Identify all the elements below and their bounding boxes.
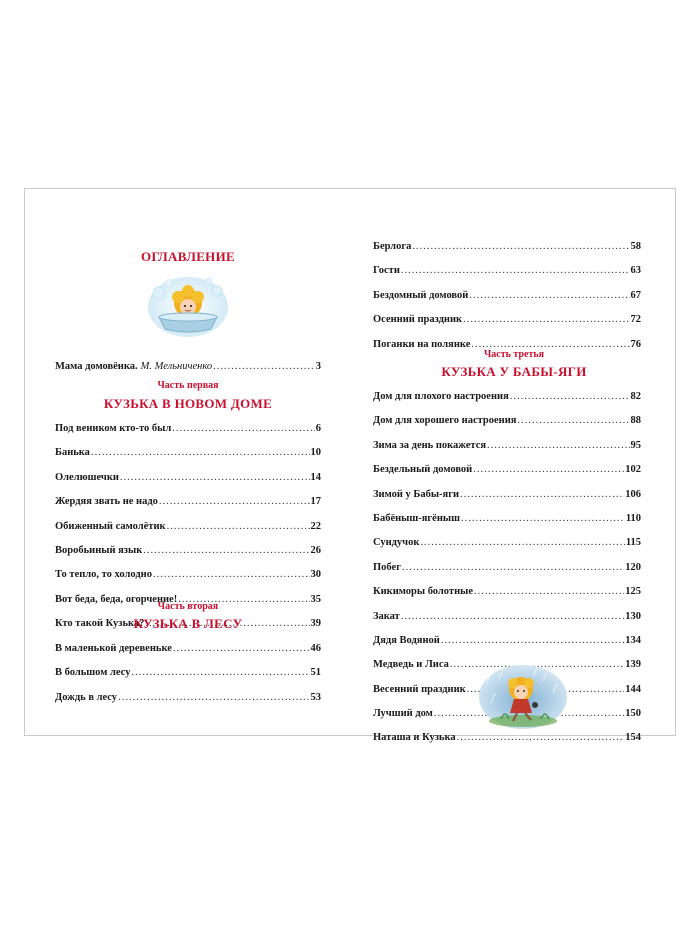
- part-two-label: Часть вторая: [157, 601, 219, 612]
- toc-entry-title: Берлога: [373, 241, 412, 252]
- toc-entry-title: Обиженный самолётик: [55, 520, 166, 532]
- toc-entry-title: Лучший дом: [373, 708, 433, 720]
- toc-entry-title: Дядя Водяной: [373, 634, 440, 646]
- toc-entry-page: 125: [625, 586, 641, 598]
- toc-entry-title: Дом для хорошего настроения: [373, 415, 517, 427]
- toc-entry-page: 14: [310, 471, 321, 483]
- toc-entry-page: 130: [625, 610, 641, 622]
- toc-entry: [373, 409, 641, 433]
- toc-leader-dots: [474, 580, 624, 604]
- toc-leader-dots: [469, 284, 629, 308]
- toc-entry-page: 17: [310, 496, 321, 508]
- toc-leader-dots: [159, 490, 310, 514]
- toc-entry-title: Медведь и Лиса: [373, 659, 449, 671]
- toc-leader-dots: [517, 409, 629, 433]
- toc-leader-dots: [487, 434, 629, 458]
- toc-entry: [55, 539, 321, 563]
- toc-entry-page: 120: [625, 561, 641, 573]
- toc-entry: [373, 531, 641, 555]
- toc-entry-page: 106: [625, 488, 641, 500]
- part-three-label: Часть третья: [483, 349, 545, 360]
- toc-entry-page: 26: [310, 544, 321, 556]
- toc-entry-title: Сундучок: [373, 537, 420, 549]
- toc-entry-title: Поганки на полянке: [373, 338, 471, 350]
- toc-entry-page: 102: [625, 464, 641, 476]
- part-three-title: КУЗЬКА У БАБЫ-ЯГИ: [441, 364, 587, 379]
- toc-leader-dots: [143, 539, 309, 563]
- part-two-list: [55, 637, 321, 710]
- toc-entry-title: Зимой у Бабы-яги: [373, 488, 460, 500]
- toc-entry-page: 10: [310, 447, 321, 459]
- toc-leader-dots: [461, 507, 625, 531]
- toc-leader-dots: [172, 417, 314, 441]
- toc-entry: [373, 605, 641, 629]
- toc-entry-title: Бездельный домовой: [373, 464, 473, 476]
- toc-entry-page: 35: [310, 593, 321, 605]
- toc-leader-dots: [118, 686, 309, 710]
- toc-entry: [55, 515, 321, 539]
- kuzka-in-washtub-icon: [145, 273, 231, 339]
- toc-entry-page: 150: [625, 708, 641, 720]
- toc-entry-title: Зима за день покажется: [373, 439, 487, 451]
- toc-entry-title: Кикиморы болотные: [373, 586, 473, 598]
- toc-entry-title: Закат: [373, 610, 400, 622]
- toc-entry: [55, 466, 321, 490]
- toc-entry-title: Вот беда, беда, огорчение!: [55, 593, 178, 605]
- toc-entry-title: В большом лесу: [55, 667, 131, 679]
- toc-entry-title: Наташа и Кузька: [373, 732, 456, 744]
- toc-entry: [373, 235, 641, 259]
- toc-entry-title: Жердяя звать не надо: [55, 496, 158, 508]
- toc-entry: [55, 661, 321, 685]
- toc-entry: [373, 259, 641, 283]
- toc-entry-page: 22: [310, 520, 321, 532]
- toc-entry: [373, 308, 641, 332]
- toc-entry: [55, 441, 321, 465]
- toc-leader-dots: [402, 556, 624, 580]
- toc-entry-title: Дождь в лесу: [55, 691, 118, 703]
- toc-entry-page: 82: [630, 391, 641, 402]
- toc-entry: [55, 563, 321, 587]
- toc-entry-title: Осенний праздник: [373, 314, 463, 326]
- toc-leader-dots: [420, 531, 624, 555]
- part-two-title: КУЗЬКА В ЛЕСУ: [133, 616, 243, 631]
- toc-entry-title: Мама домовёнка.: [55, 361, 138, 372]
- toc-entry-title: Воробьиный язык: [55, 544, 143, 556]
- toc-entry: [373, 580, 641, 604]
- toc-entry-intro: [55, 355, 321, 379]
- toc-entry-author: М. Мельниченко: [140, 361, 213, 372]
- toc-entry: [373, 434, 641, 458]
- toc-entry-page: 154: [625, 732, 641, 744]
- toc-leader-dots: [463, 308, 629, 332]
- toc-entry: [373, 629, 641, 653]
- toc-entry-title: Дом для плохого настроения: [373, 391, 509, 402]
- toc-entry-title: Побег: [373, 561, 401, 573]
- part-one-label: Часть первая: [157, 380, 219, 391]
- toc-entry-page: 139: [625, 659, 641, 671]
- toc-leader-dots: [173, 637, 310, 661]
- toc-leader-dots: [120, 466, 310, 490]
- toc-leader-dots: [412, 235, 629, 259]
- kuzka-in-rain-icon: [477, 663, 569, 731]
- toc-entry-page: 3: [315, 361, 321, 372]
- toc-entry-page: 110: [625, 512, 641, 524]
- contents-heading: ОГЛАВЛЕНИЕ: [141, 249, 235, 264]
- left-page: [25, 189, 351, 735]
- toc-entry-title: Кто такой Кузька?: [55, 618, 145, 630]
- toc-entry-title: Весенний праздник: [373, 683, 466, 695]
- part-two-continued-list: [373, 235, 641, 357]
- toc-entry-title: Под веником кто-то был: [55, 423, 172, 434]
- toc-entry-page: 46: [310, 643, 321, 654]
- toc-leader-dots: [401, 259, 630, 283]
- toc-entry: [55, 490, 321, 514]
- toc-entry-page: 30: [310, 569, 321, 581]
- toc-entry-page: 115: [625, 537, 641, 549]
- toc-entry-title: Банька: [55, 447, 90, 459]
- toc-entry: [373, 284, 641, 308]
- toc-entry-title: Бабёныш-ягёныш: [373, 512, 460, 524]
- toc-entry-page: 58: [630, 241, 641, 252]
- toc-entry-page: 6: [315, 423, 321, 434]
- part-one-title: КУЗЬКА В НОВОМ ДОМЕ: [103, 396, 273, 411]
- toc-entry-title: Олелюшечки: [55, 471, 119, 483]
- toc-entry: [373, 556, 641, 580]
- right-page: [351, 189, 677, 744]
- toc-leader-dots: [510, 385, 630, 409]
- toc-entry-page: 95: [630, 439, 641, 451]
- toc-entry-title: Гости: [373, 265, 400, 277]
- toc-entry-title: Бездомный домовой: [373, 289, 469, 301]
- toc-leader-dots: [213, 355, 315, 379]
- toc-entry-page: 72: [630, 314, 641, 326]
- toc-entry-page: 51: [310, 667, 321, 679]
- toc-entry-page: 76: [630, 338, 641, 350]
- toc-entry-page: 88: [630, 415, 641, 427]
- toc-entry: [373, 385, 641, 409]
- toc-entry: [373, 458, 641, 482]
- toc-entry: [55, 686, 321, 710]
- book-spread: [24, 188, 676, 744]
- toc-entry-page: 144: [625, 683, 641, 695]
- toc-leader-dots: [473, 458, 624, 482]
- toc-entry-page: 39: [310, 618, 321, 630]
- toc-entry: [373, 507, 641, 531]
- toc-leader-dots: [167, 515, 310, 539]
- toc-leader-dots: [401, 605, 624, 629]
- toc-leader-dots: [441, 629, 624, 653]
- toc-leader-dots: [153, 563, 310, 587]
- toc-leader-dots: [460, 483, 624, 507]
- toc-entry-page: 53: [310, 691, 321, 703]
- toc-entry-page: 63: [630, 265, 641, 277]
- toc-entry: [55, 417, 321, 441]
- toc-entry-title: То тепло, то холодно: [55, 569, 152, 581]
- toc-leader-dots: [91, 441, 310, 465]
- toc-entry-title: В маленькой деревеньке: [55, 643, 172, 654]
- toc-entry-page: 134: [625, 634, 641, 646]
- toc-leader-dots: [131, 661, 309, 685]
- toc-entry: [55, 637, 321, 661]
- toc-entry: [373, 483, 641, 507]
- toc-entry-page: 67: [630, 289, 641, 301]
- intro-list: [55, 355, 321, 379]
